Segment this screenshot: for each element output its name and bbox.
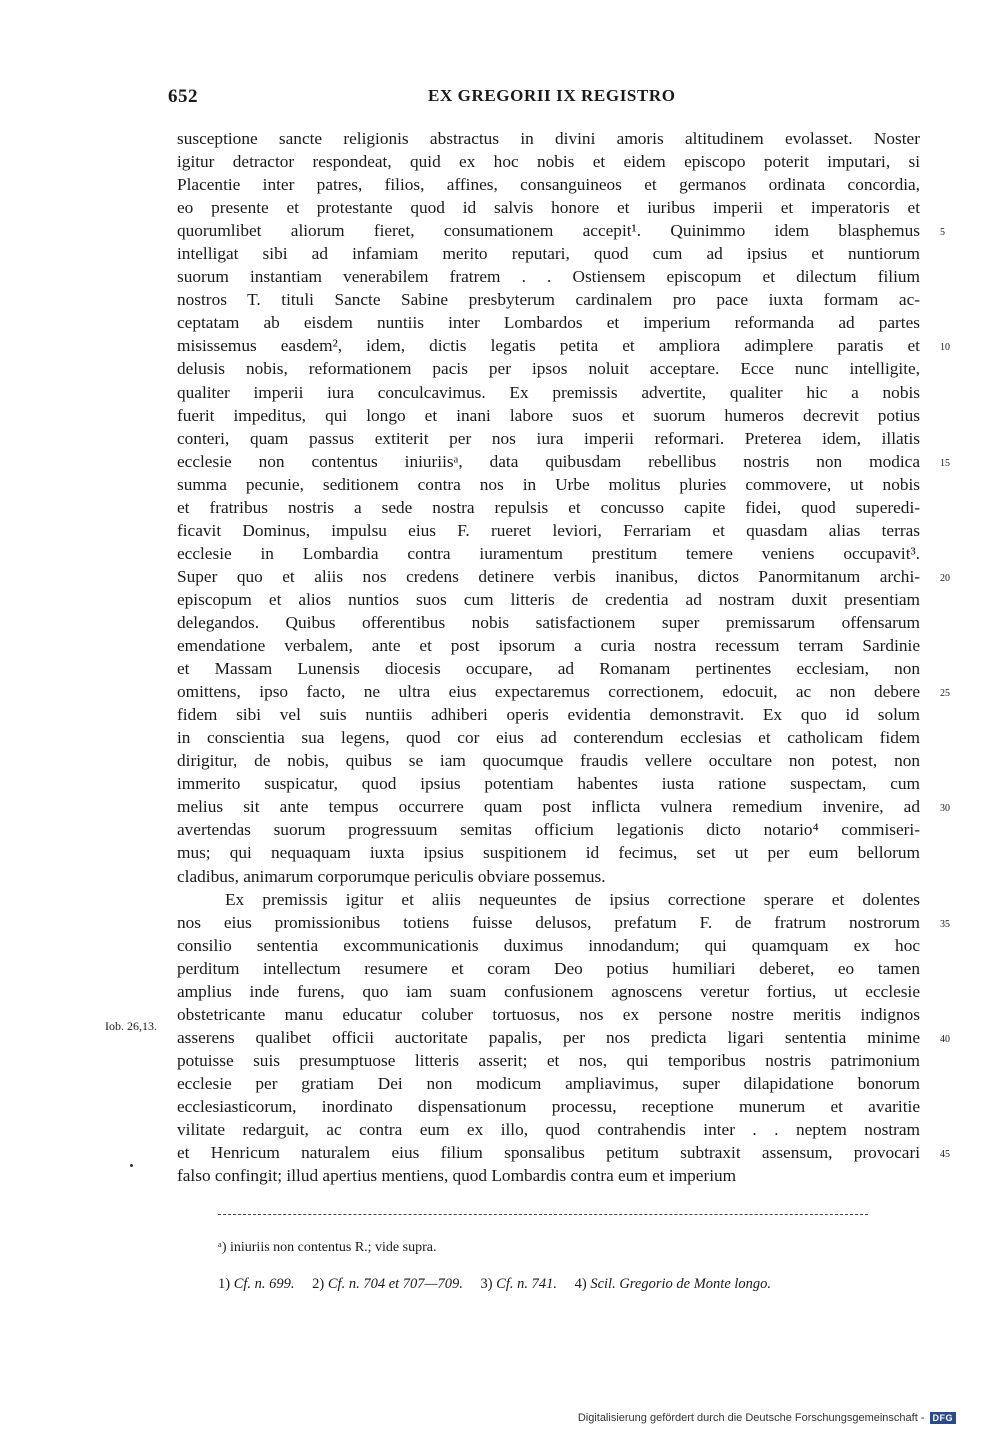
text-line: et Massam Lunensis diocesis occupare, ad Romanam pertinentes ecclesiam, non	[177, 659, 920, 679]
footnotes	[218, 1276, 785, 1293]
text-line: emendatione verbalem, ante et post ipsorum a curia nostra recessum terram Sardinie	[177, 636, 920, 656]
margin-reference: Iob. 26,13.	[105, 1019, 157, 1033]
text-line: falso confingit; illud apertius mentiens, quod Lombardis contra eum et imperium	[177, 1166, 737, 1186]
text-line: qualiter imperii iura conculcavimus. Ex premissis advertite, qualiter hic a nobis	[177, 382, 920, 402]
text-line: obstetricante manu educatur coluber tortuosus, nos ex persone nostre meritis indignos	[177, 1004, 920, 1024]
text-line: dirigitur, de nobis, quibus se iam quocumque fraudis vellere occultare non potest, non	[177, 751, 920, 771]
line-number: 45	[940, 1149, 950, 1161]
text-line: misissemus easdem², idem, dictis legatis petita et ampliora adimplere paratis et	[177, 336, 920, 356]
text-line: perditum intellectum resumere et coram Deo potius humiliari deberet, eo tamen	[177, 958, 920, 978]
text-line: delusis nobis, reformationem pacis per ipsos noluit acceptare. Ecce nunc intelligite,	[177, 359, 920, 379]
line-number: 15	[940, 457, 950, 469]
text-line: vilitate redarguit, ac contra eum ex illo, quod contrahendis inter . . neptem nostram	[177, 1120, 920, 1140]
text-line: fidem sibi vel suis nuntiis adhiberi operis evidentia demonstravit. Ex quo id solum	[177, 705, 920, 725]
text-line: ficavit Dominus, impulsu eius F. rueret leviori, Ferrariam et quasdam alias terras	[177, 520, 920, 540]
text-line: episcopum et alios nuntios suos cum litteris de credentia ad nostram duxit presentiam	[177, 589, 920, 609]
text-line: delegandos. Quibus offerentibus nobis satisfactionem super premissarum offensarum	[177, 612, 920, 632]
page-number: 652	[168, 86, 198, 107]
text-line: melius sit ante tempus occurrere quam post inflicta vulnera remedium invenire, ad	[177, 797, 920, 817]
text-line: ecclesie in Lombardia contra iuramentum prestitum temere veniens occupavit³.	[177, 543, 920, 563]
text-line: fuerit impeditus, qui longo et inani labore suos et suorum humeros decrevit potius	[177, 405, 920, 425]
text-line: nos eius promissionibus totiens fuisse delusos, prefatum F. de fratrum nostrorum	[177, 912, 920, 932]
text-line: asserens qualibet officii auctoritate papalis, per nos predicta ligari sententia minime	[177, 1027, 920, 1047]
text-line: Super quo et aliis nos credens detinere verbis inanibus, dictos Panormitanum archi-	[177, 566, 920, 586]
line-number: 5	[940, 227, 945, 239]
variant-note: ᵃ) iniuriis non contentus R.; vide supra.	[218, 1240, 437, 1255]
footnote-3: 3) Cf. n. 741.	[480, 1276, 557, 1292]
text-line: conteri, quam passus extiterit per nos iura imperii reformari. Preterea idem, illatis	[177, 428, 920, 448]
text-line: in conscientia sua legens, quod cor eius ad conterendum ecclesias et catholicam fidem	[177, 728, 920, 748]
text-line: amplius inde furens, quo iam suam confusionem agnoscens veretur fortius, ut ecclesie	[177, 981, 920, 1001]
line-number: 20	[940, 572, 950, 584]
text-line: et Henricum naturalem eius filium sponsalibus petitum subtraxit assensum, provocari	[177, 1143, 920, 1163]
text-line: ceptatam ab eisdem nuntiis inter Lombardos et imperium reformanda ad partes	[177, 313, 920, 333]
text-line: omittens, ipso facto, ne ultra eius expectaremus correctionem, edocuit, ac non debere	[177, 682, 920, 702]
running-title: EX GREGORII IX REGISTRO	[428, 86, 676, 105]
text-line: igitur detractor respondeat, quid ex hoc nobis et eidem episcopo poterit imputari, si	[177, 152, 920, 172]
credit-text: Digitalisierung gefördert durch die Deutsche Forschungsgemeinschaft -	[577, 1412, 925, 1424]
text-line: potuisse suis presumptuose litteris asserit; et nos, qui temporibus nostris patrimonium	[177, 1050, 920, 1070]
footnote-4: 4) Scil. Gregorio de Monte longo.	[574, 1276, 772, 1292]
text-line: susceptione sancte religionis abstractus in divini amoris altitudinem evolasset. Noster	[177, 129, 920, 148]
margin-dot	[130, 1164, 133, 1167]
digitization-credit	[578, 1412, 956, 1424]
text-line: intelligat sibi ad infamiam merito reputari, quod cum ad ipsius et nuntiorum	[177, 244, 920, 264]
text-line: quorumlibet aliorum fieret, consumationem accepit¹. Quinimmo idem blasphemus	[177, 221, 920, 241]
footnote-1: 1) Cf. n. 699.	[218, 1276, 295, 1292]
line-number: 30	[940, 803, 950, 815]
text-line: Placentie inter patres, filios, affines, consanguineos et germanos ordinata concordia,	[177, 175, 920, 195]
text-line: immerito suspicatur, quod ipsius potentiam habentes iusta ratione suspectam, cum	[177, 774, 920, 794]
footnote-2: 2) Cf. n. 704 et 707—709.	[312, 1276, 463, 1292]
line-number: 10	[940, 342, 950, 354]
main-text-block	[177, 127, 920, 1187]
text-line: mus; qui nequaquam iuxta ipsius suspitionem id fecimus, set ut per eum bellorum	[177, 843, 920, 863]
line-number: 35	[940, 918, 950, 930]
text-line: suorum instantiam venerabilem fratrem . . Ostiensem episcopum et dilectum filium	[177, 267, 920, 287]
text-line: ecclesie per gratiam Dei non modicum ampliavimus, super dilapidatione bonorum	[177, 1073, 920, 1093]
text-line: eo presente et protestante quod id salvis honore et iuribus imperii et imperatoris et	[177, 198, 920, 218]
text-line: Ex premissis igitur et aliis nequeuntes de ipsius correctione sperare et dolentes	[225, 889, 920, 909]
text-line: nostros T. tituli Sancte Sabine presbyterum cardinalem pro pace iuxta formam ac-	[177, 290, 920, 310]
text-line: summa pecunie, seditionem contra nos in Urbe molitus pluries commovere, ut nobis	[177, 474, 920, 494]
dfg-logo: DFG	[930, 1412, 957, 1424]
text-line: consilio sententia excommunicationis duximus innodandum; qui quamquam ex hoc	[177, 935, 920, 955]
text-line: et fratribus nostris a sede nostra repulsis et concusso capite fidei, quod superedi-	[177, 497, 920, 517]
line-number: 40	[940, 1033, 950, 1045]
text-line: avertendas suorum progressuum semitas officium legationis dicto notario⁴ commiseri-	[177, 820, 920, 840]
text-line: ecclesie non contentus iniuriisᵃ, data quibusdam rebellibus nostris non modica	[177, 451, 920, 471]
text-line: cladibus, animarum corporumque periculis obviare possemus.	[177, 866, 606, 886]
line-number: 25	[940, 688, 950, 700]
text-line: ecclesiasticorum, inordinato dispensationum processu, receptione munerum et avaritie	[177, 1096, 920, 1116]
footnote-divider	[218, 1214, 868, 1215]
